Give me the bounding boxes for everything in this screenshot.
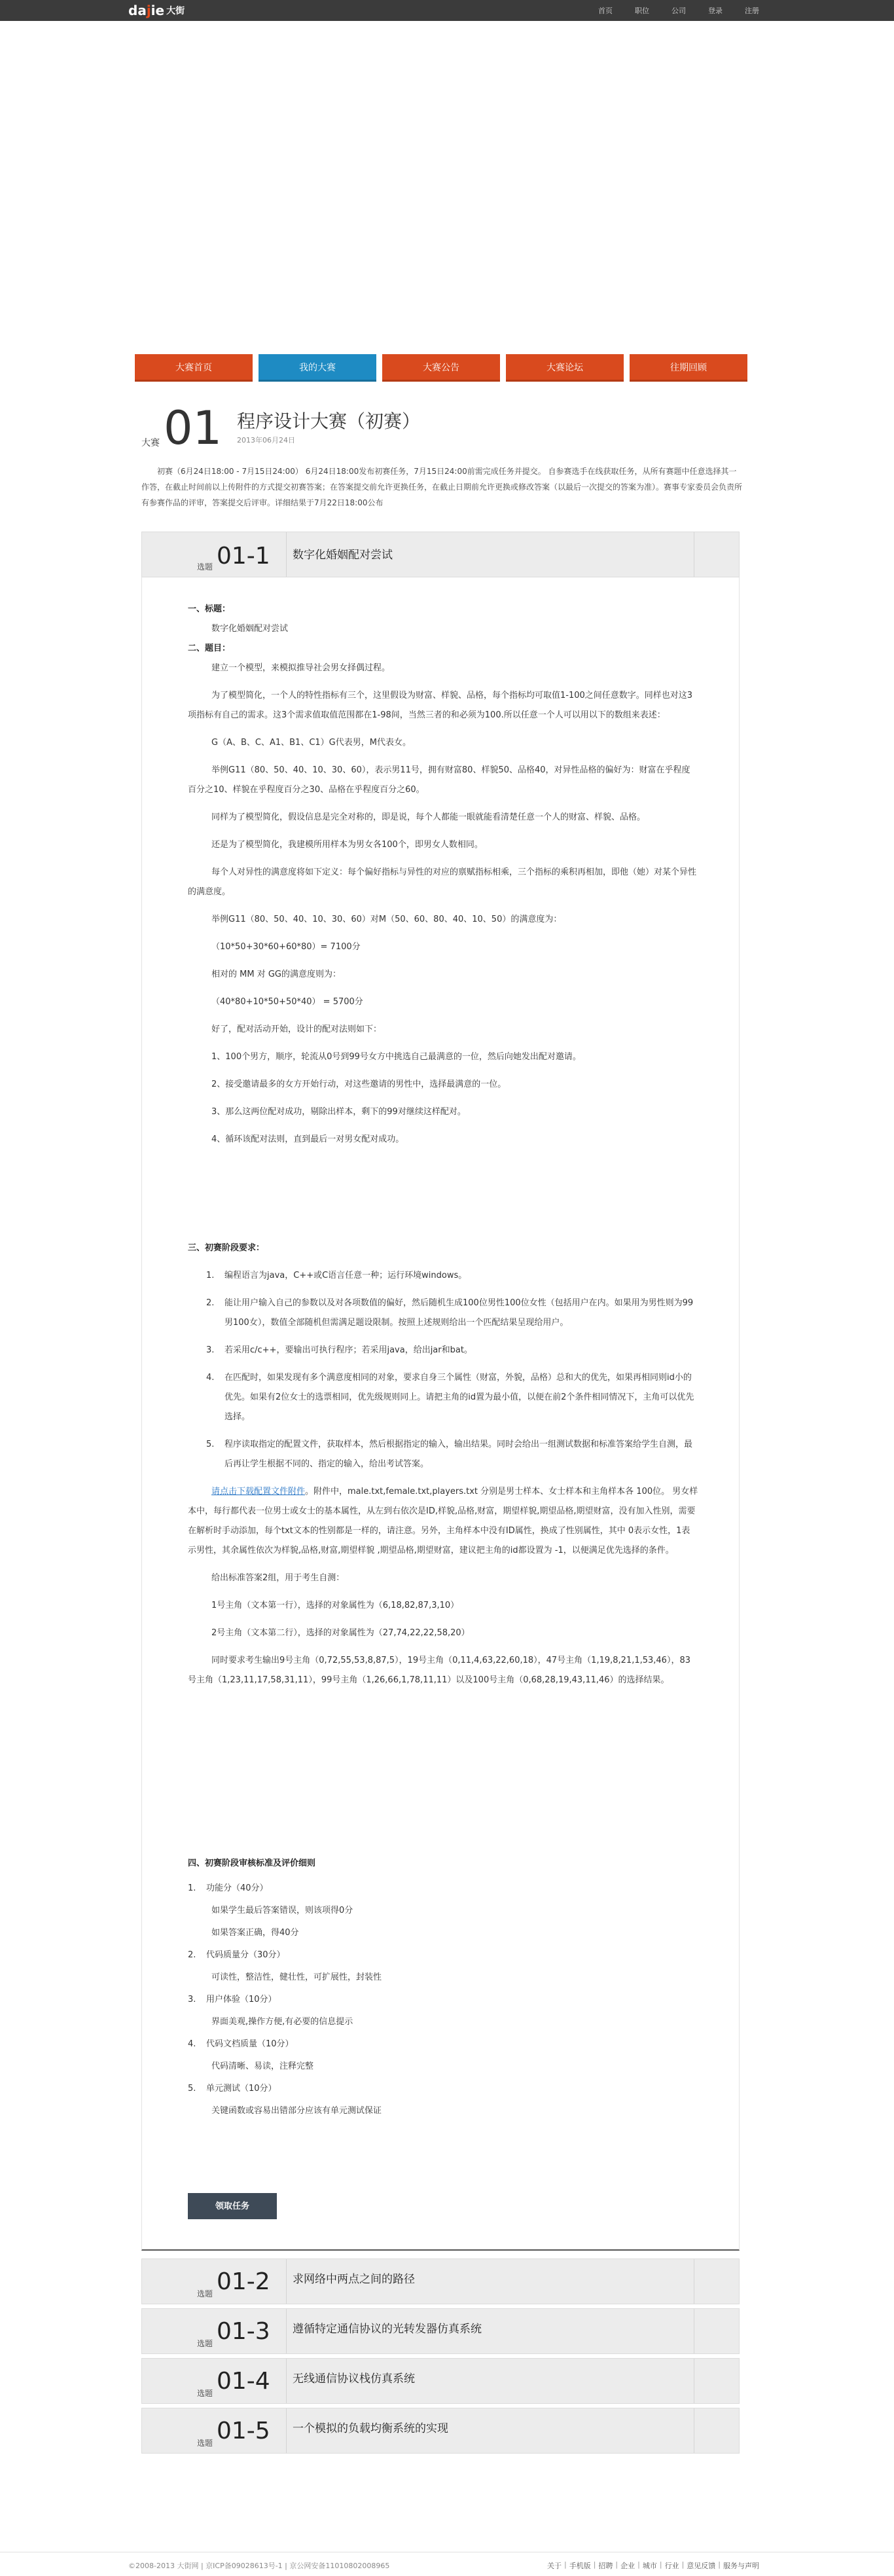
nav-my-contest[interactable]: 我的大赛 [259, 354, 376, 382]
paragraph: 还是为了模型简化，我建模所用样本为男女各100个，即男女人数相同。 [211, 840, 483, 850]
grading-detail: 代码清晰、易读，注释完整 [211, 2061, 314, 2071]
task-01-5-header[interactable] [141, 2408, 740, 2454]
paragraph: 每个人对异性的满意度将如下定义：每个偏好指标与异性的对应的禀赋指标相乘，三个指标的乘积再相加，即他（她）对某个异性的满意度。 [188, 867, 697, 897]
task-label: 选题 [197, 2289, 213, 2298]
section-problem [188, 659, 698, 1150]
list-item: 3. 用户体验（10分） [188, 1995, 277, 2005]
divider [286, 532, 287, 577]
section-requirements [188, 1239, 698, 1690]
list-item: 1. 编程语言为java，C++或C语言任意一种；运行环境windows。 [206, 1271, 467, 1280]
section-heading: 三、初赛阶段要求： [188, 1243, 265, 1253]
paragraph: 举例G11（80、50、40、10、30、60），表示男11号，拥有财富80、样貌50、品格40，对异性品格的偏好为：财富在乎程度百分之10、样貌在乎程度百分之30、品格在乎程度百分之60。 [188, 765, 690, 795]
contest-number: 01 [164, 401, 223, 455]
list-item: 2. 能让用户输入自己的参数以及对各项数值的偏好，然后随机生成100位男性100位女性（包括用户在内。如果用为男性则为99男100女），数值全部随机但需满足题设限制。按照上述规则给出一个匹配结果呈现给用户。 [206, 1298, 694, 1328]
top-nav-jobs[interactable]: 职位 [635, 7, 649, 15]
footer-link-cities[interactable]: 城市 [642, 2562, 657, 2570]
rule-item: 3、那么这两位配对成功，剔除出样本，剩下的99对继续这样配对。 [211, 1107, 466, 1117]
section-title [188, 600, 698, 659]
site-logo[interactable] [128, 2, 185, 19]
grading-detail: 关键函数或容易出错部分应该有单元测试保证 [211, 2106, 382, 2116]
list-item: 2. 代码质量分（30分） [188, 1950, 285, 1960]
nav-forum[interactable]: 大赛论坛 [506, 354, 624, 382]
task-number: 01-3 [217, 2318, 270, 2345]
rule-item: 2、接受邀请最多的女方开始行动，对这些邀请的男性中，选择最满意的一位。 [211, 1079, 507, 1089]
section-heading: 二、题目： [188, 644, 231, 653]
task-number: 01-5 [217, 2418, 270, 2444]
grading-detail: 可读性，整洁性，健壮性，可扩展性，封装性 [211, 1972, 382, 1982]
task-number: 01-2 [217, 2268, 270, 2295]
task-01-4-header[interactable] [141, 2358, 740, 2404]
formula: （10*50+30*60+60*80）= 7100分 [211, 942, 361, 952]
footer-link-about[interactable]: 关于 [546, 2562, 562, 2570]
section-heading: 四、初赛阶段审核标准及评价细则 [188, 1859, 316, 1868]
requirements-list [188, 1266, 698, 1474]
logo-mark: dajie [128, 3, 165, 18]
paragraph: 1号主角（文本第一行），选择的对象属性为（6,18,82,87,3,10） [211, 1601, 459, 1610]
paragraph: 2号主角（文本第二行），选择的对象属性为（27,74,22,22,58,20） [211, 1628, 470, 1638]
task-name: 遵循特定通信协议的光转发器仿真系统 [293, 2323, 482, 2336]
list-item: 4. 代码文档质量（10分） [188, 2039, 294, 2049]
top-nav-home[interactable]: 首页 [598, 7, 613, 15]
contest-date: 2013年06月24日 [237, 436, 295, 444]
task-name: 无线通信协议栈仿真系统 [293, 2372, 415, 2386]
rule-item: 4、循环该配对法则，直到最后一对男女配对成功。 [211, 1134, 404, 1144]
divider [286, 2359, 287, 2403]
task-label: 选题 [197, 2439, 213, 2448]
list-item: 4. 在匹配时，如果发现有多个满意度相同的对象，要求自身三个属性（财富，外貌，品格）总和大的优先，如果再相同则id小的优先。如果有2位女士的选票相同，优先级规则同上。请把主角的id置为最小值，以便在前2个条件相同情况下，主角可以优先选择。 [206, 1373, 694, 1422]
divider [286, 2408, 287, 2453]
logo-text: 大街 [166, 6, 185, 16]
nav-contest-home[interactable]: 大赛首页 [135, 354, 253, 382]
task-01-3-header[interactable] [141, 2308, 740, 2354]
task-number: 01-1 [217, 543, 270, 570]
task-name: 求网络中两点之间的路径 [293, 2273, 415, 2286]
list-item: 5. 程序读取指定的配置文件，获取样本，然后根据指定的输入，输出结果。同时会给出一组测试数据和标准答案给学生自测，最后再让学生根据不同的、指定的输入，给出考试答案。 [206, 1440, 693, 1469]
claim-task-button[interactable]: 领取任务 [188, 2193, 277, 2219]
banner-area [135, 21, 747, 348]
footer-link-jobs[interactable]: 招聘 [598, 2562, 613, 2570]
task-name: 数字化婚姻配对尝试 [293, 549, 393, 562]
paragraph: 为了模型简化，一个人的特性指标有三个，这里假设为财富、样貌、品格，每个指标均可取值1-100之间任意数字。同样也对这3项指标有自己的需求。这3个需求值取值范围都在1-98间，当然三者的和必须为100.所以任意一个人可以用以下的数组来表述： [188, 691, 693, 720]
grading-detail: 如果学生最后答案错误，则该项得0分 [211, 1906, 353, 1915]
contest-title: 程序设计大赛（初赛） [237, 410, 421, 432]
nav-past-review[interactable]: 往期回顾 [630, 354, 747, 382]
task-label: 选题 [197, 2389, 213, 2398]
paragraph: 请点击下载配置文件附件。附件中，male.txt,female.txt,players.txt 分别是男士样本、女士样本和主角样本各 100位。 男女样本中，每行都代表一位男士或女士的基本属性，从左到右依次是ID,样貌,品格,财富，期望样貌,期望品格,期望财富，没有加入性别，需要在解析时手动添加，每个txt文本的性别都是一样的，请注意。另外，主角样本中没有ID属性，换成了性别属性，其中 0表示女性，1表示男性，其余属性依次为样貌,品格,财富,期望样貌 ,期望品格,期望财富，建议把主角的id都设置为 -1，以便满足优先选择的条件。 [188, 1487, 698, 1555]
top-nav-companies[interactable]: 公司 [671, 7, 686, 15]
download-config-link[interactable]: 请点击下载配置文件附件 [211, 1487, 306, 1497]
top-nav [576, 0, 759, 21]
paragraph: 给出标准答案2组，用于考生自测： [211, 1573, 345, 1583]
task-01-1-header[interactable] [141, 532, 740, 577]
list-item: 5. 单元测试（10分） [188, 2084, 277, 2094]
grading-detail: 如果答案正确，得40分 [211, 1928, 299, 1938]
paragraph: G（A、B、C、A1、B1、C1）G代表男，M代表女。 [211, 738, 411, 748]
grading-list [188, 1879, 698, 2121]
footer-link-industries[interactable]: 行业 [664, 2562, 679, 2570]
task-01-2-header[interactable] [141, 2259, 740, 2304]
footer-link-feedback[interactable]: 意见反馈 [687, 2562, 716, 2570]
rule-item: 1、100个男方，顺序，轮流从0号到99号女方中挑选自己最满意的一位，然后向她发出配对邀请。 [211, 1052, 581, 1062]
paragraph: 建立一个模型，来模拟推导社会男女择偶过程。 [211, 663, 391, 673]
grading-detail: 界面美观,操作方便,有必要的信息提示 [211, 2017, 353, 2027]
top-bar [0, 0, 894, 21]
footer-link-companies[interactable]: 企业 [620, 2562, 635, 2570]
list-item: 3. 若采用c/c++，要输出可执行程序；若采用java，给出jar和bat。 [206, 1345, 473, 1355]
section-grading [188, 1854, 698, 2121]
paragraph: 同时要求考生输出9号主角（0,72,55,53,8,87,5），19号主角（0,11,4,63,22,60,18），47号主角（1,19,8,21,1,53,46），83号主角（1,23,11,17,58,31,11），99号主角（1,26,66,1,78,11,11）以及100号主角（0,68,28,19,43,11,46）的选择结果。 [188, 1656, 690, 1685]
divider [286, 2259, 287, 2304]
task-label: 选题 [197, 562, 213, 571]
task-number: 01-4 [217, 2368, 270, 2395]
footer-copyright: ©2008-2013 大街网 | 京ICP备09028613号-1 | 京公网安备11010802008965 [128, 2562, 390, 2570]
paragraph: 同样为了模型简化，假设信息是完全对称的，即是说，每个人都能一眼就能看清楚任意一个人的财富、样貌、品格。 [211, 812, 646, 822]
paragraph: 相对的 MM 对 GG的满意度则为： [211, 970, 341, 979]
top-nav-login[interactable]: 登录 [708, 7, 723, 15]
section-text: 数字化婚姻配对尝试 [211, 624, 289, 634]
main-nav [135, 354, 747, 382]
list-item: 1. 功能分（40分） [188, 1883, 268, 1893]
task-detail-panel [141, 577, 740, 2251]
nav-announcements[interactable]: 大赛公告 [382, 354, 500, 382]
task-name: 一个模拟的负载均衡系统的实现 [293, 2422, 448, 2435]
footer-link-mobile[interactable]: 手机版 [569, 2562, 591, 2570]
paragraph: 好了，配对活动开始，设计的配对法则如下： [211, 1025, 382, 1034]
paragraph: 举例G11（80、50、40、10、30、60）对M（50、60、80、40、10、50）的满意度为： [211, 915, 562, 924]
contest-label: 大赛 [141, 438, 160, 448]
footer-links: 关于 | 手机版 | 招聘 | 企业 | 城市 | 行业 | 意见反馈 | 服务与声明 [546, 2560, 759, 2570]
divider [286, 2309, 287, 2353]
task-label: 选题 [197, 2339, 213, 2348]
top-nav-register[interactable]: 注册 [745, 7, 759, 15]
formula: （40*80+10*50+50*40） = 5700分 [211, 997, 363, 1007]
section-heading: 一、标题： [188, 604, 231, 614]
contest-description: 初赛（6月24日18:00 - 7月15日24:00） 6月24日18:00发布初赛任务，7月15日24:00前需完成任务并提交。 自参赛选手在线获取任务，从所有赛题中任意选择其一作答，在截止时间前以上传附件的方式提交初赛答案；在答案提交前允许更换任务，在截止日期前允许更换或修改答案（以最后一次提交的答案为准）。赛事专家委员会负责所有参赛作品的评审，答案提交后评审。详细结果于7月22日18:00公布 [141, 467, 743, 507]
footer-link-terms[interactable]: 服务与声明 [723, 2562, 759, 2570]
footer [0, 2552, 894, 2576]
contest-header [141, 402, 730, 454]
